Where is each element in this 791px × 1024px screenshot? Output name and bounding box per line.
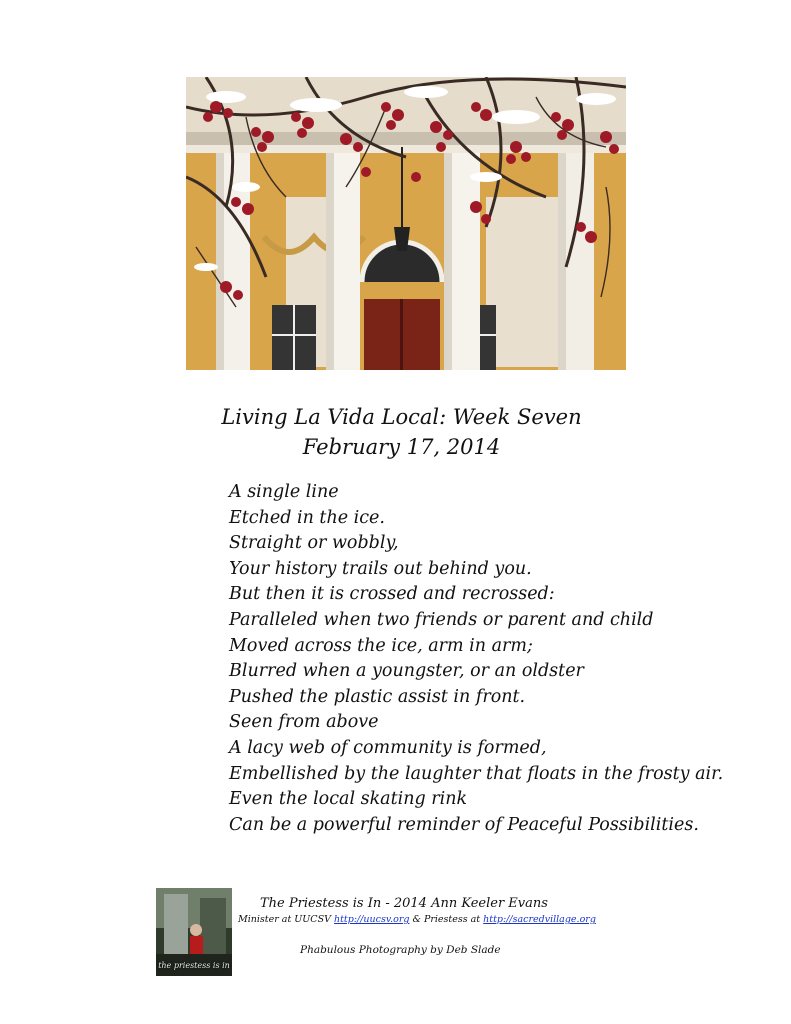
poem-line: Blurred when a youngster, or an oldster (229, 661, 584, 682)
footer-title: The Priestess is In - 2014 Ann Keeler Evans (260, 896, 548, 911)
priestess-thumbnail (156, 888, 232, 976)
poem-line: Even the local skating rink (229, 789, 468, 810)
church-photo (186, 77, 626, 370)
poem-line: Moved across the ice, arm in arm; (229, 635, 533, 656)
poem-line: A lacy web of community is formed, (229, 737, 547, 758)
poem-line: Embellished by the laughter that floats in the frosty air. (229, 763, 724, 784)
minister-label: Minister at UUCSV (238, 914, 334, 925)
poem-line: Paralleled when two friends or parent and child (229, 609, 654, 630)
page-date: February 17, 2014 (302, 435, 501, 459)
photo-credit: Phabulous Photography by Deb Slade (300, 944, 501, 956)
sacredvillage-link[interactable]: http://sacredvillage.org (483, 914, 596, 925)
footer-links (238, 914, 596, 925)
poem-line: But then it is crossed and recrossed: (229, 584, 555, 605)
poem-line: Can be a powerful reminder of Peaceful Possibilities. (229, 814, 699, 835)
page-title: Living La Vida Local: Week Seven (221, 405, 582, 429)
poem-line: Straight or wobbly, (229, 533, 399, 554)
uucsv-link[interactable]: http://uucsv.org (333, 914, 410, 925)
poem-line: Etched in the ice. (229, 507, 385, 528)
poem-line: Seen from above (229, 712, 379, 733)
thumbnail-caption: the priestess is in (158, 961, 230, 970)
poem-line: A single line (229, 482, 339, 502)
priestess-label: & Priestess at (409, 914, 484, 925)
poem (229, 480, 769, 838)
poem-line: Your history trails out behind you. (229, 558, 532, 579)
poem-line: Pushed the plastic assist in front. (229, 686, 526, 707)
